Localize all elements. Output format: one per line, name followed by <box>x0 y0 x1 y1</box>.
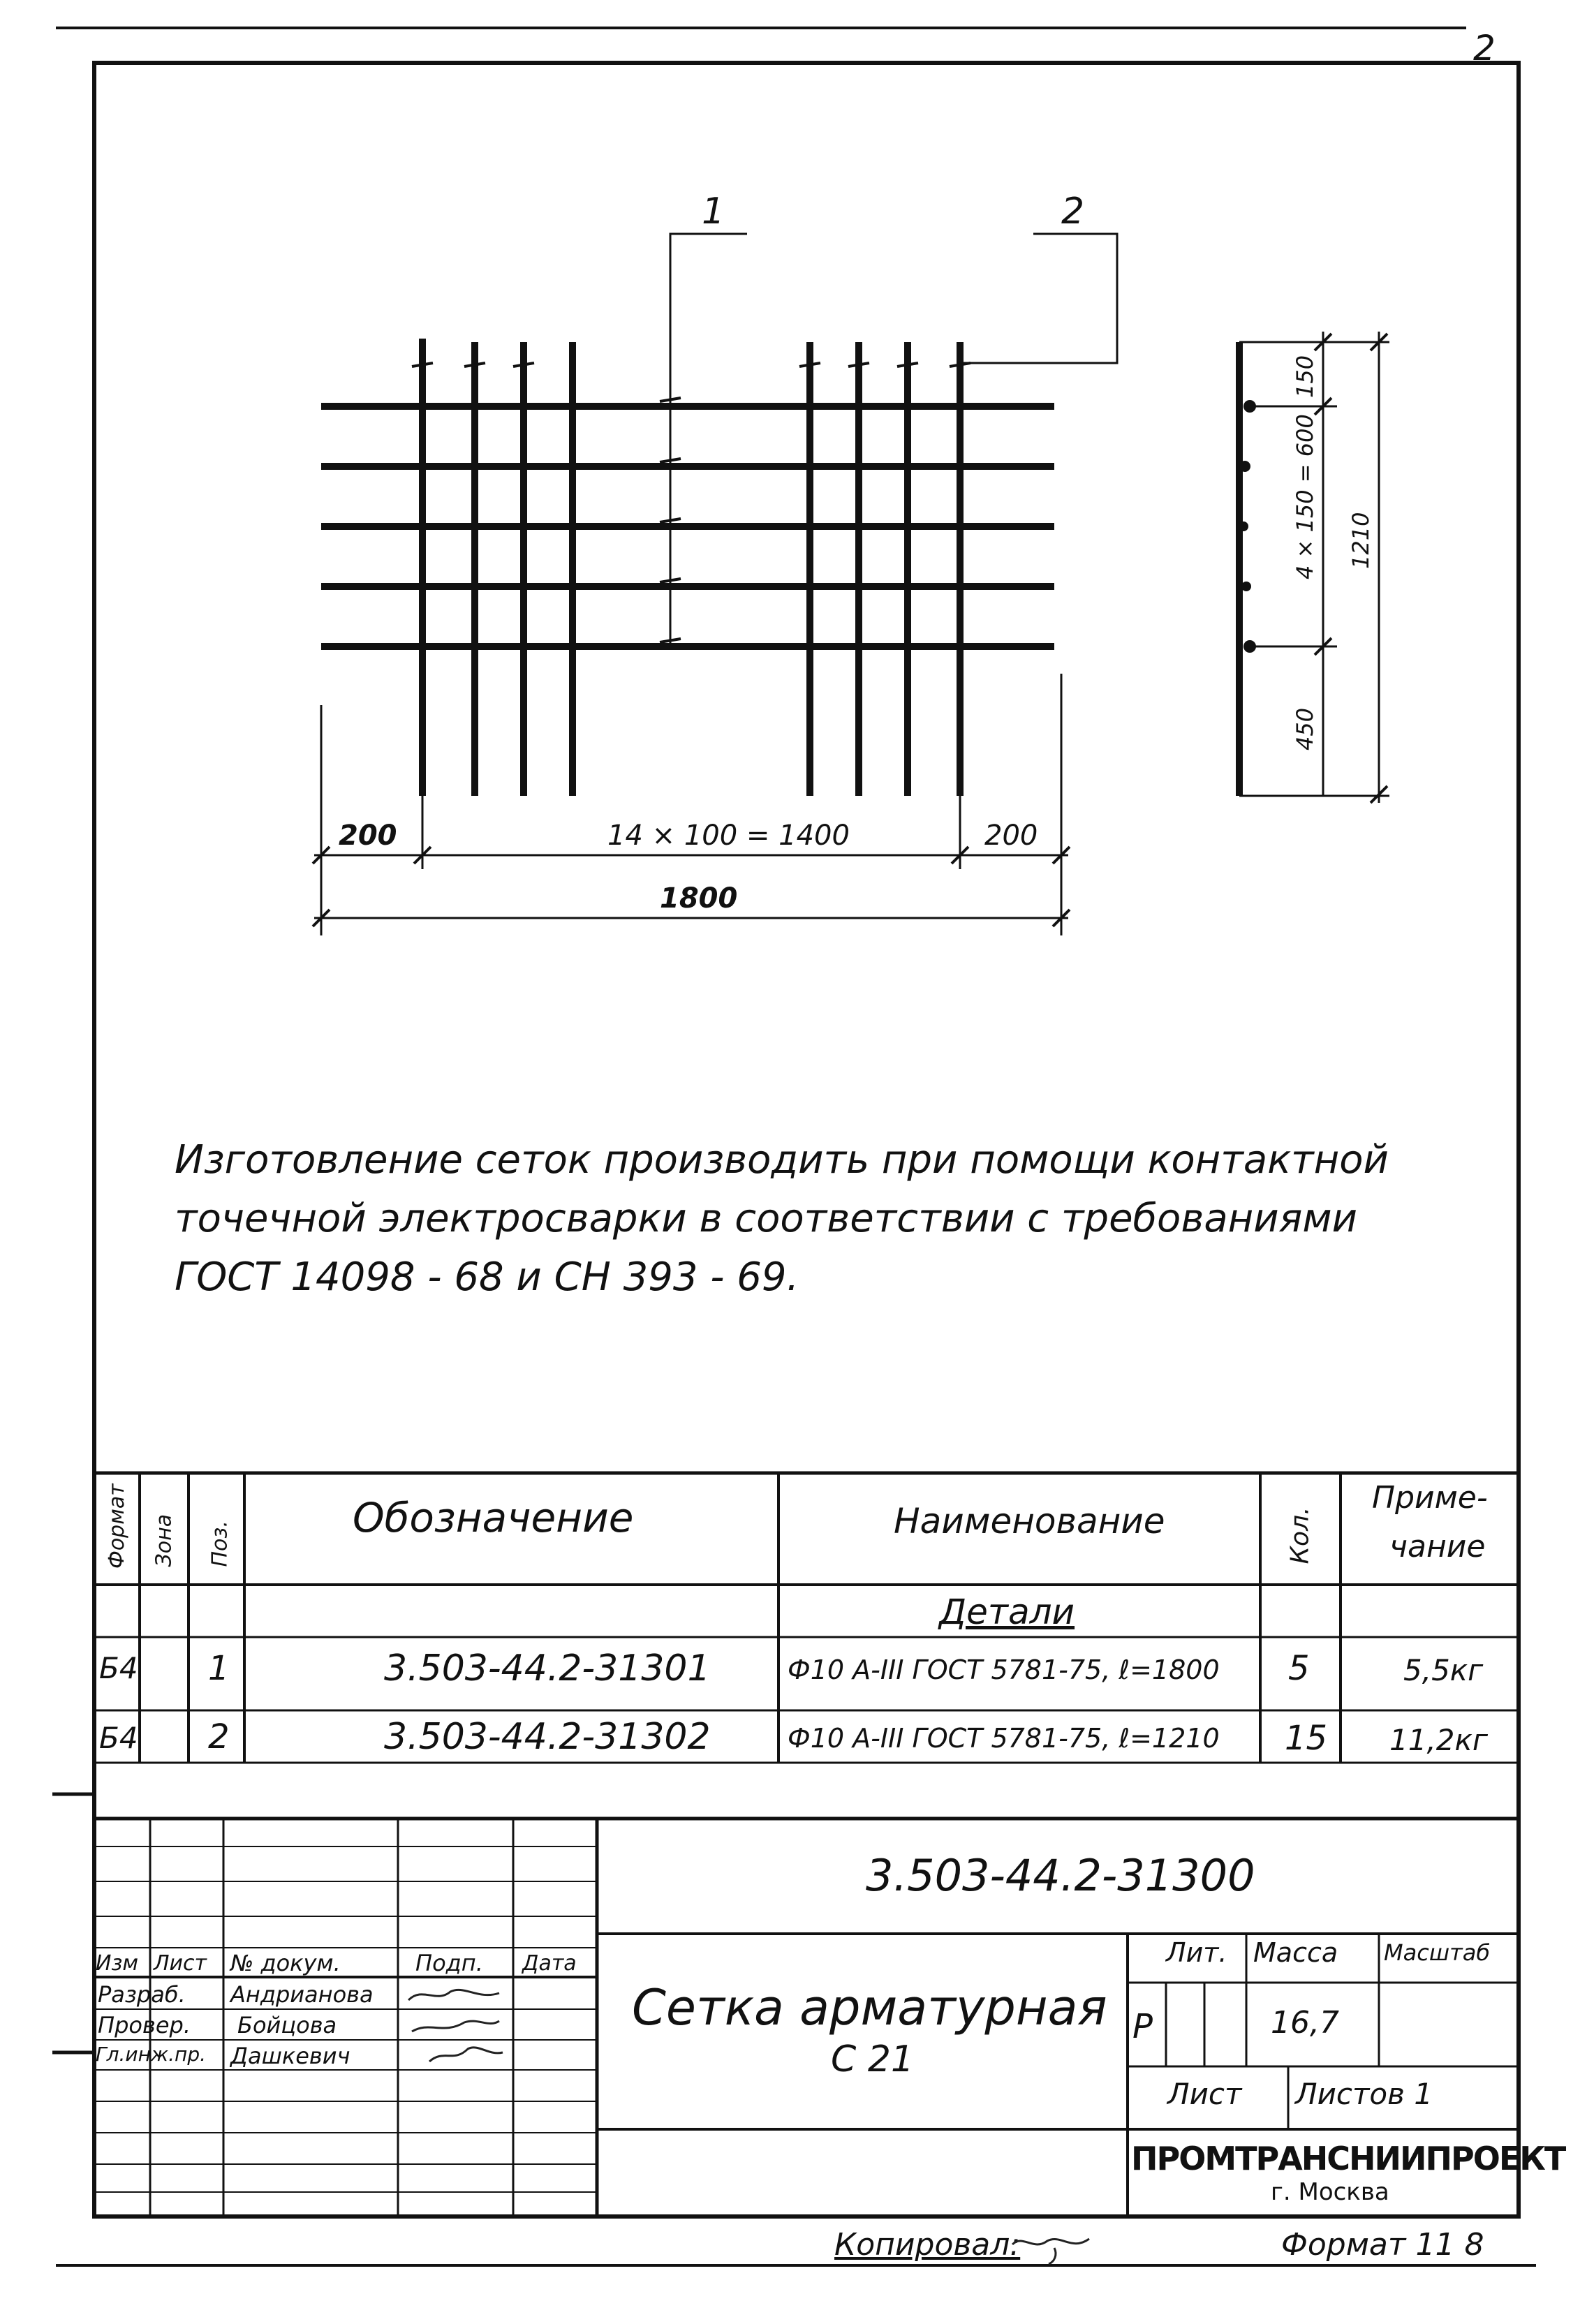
format-label: Формат 11 8 <box>1281 2227 1484 2263</box>
name-checker: Бойцова <box>237 2012 337 2038</box>
row-2-qty: 15 <box>1285 1719 1328 1758</box>
note-line-3: ГОСТ 14098 - 68 и СН 393 - 69. <box>175 1254 799 1300</box>
dim-bottom: 450 <box>1292 707 1318 750</box>
dim-right: 200 <box>984 820 1038 852</box>
header-note-2: чание <box>1389 1529 1486 1564</box>
dim-top: 150 <box>1292 355 1318 398</box>
organization-city: г. Москва <box>1271 2178 1389 2206</box>
row-2-name: Ф10 А-III ГОСТ 5781-75, ℓ=1210 <box>788 1723 1220 1754</box>
row-1-pos: 1 <box>208 1649 230 1688</box>
dim-pitch: 4 × 150 = 600 <box>1292 414 1318 579</box>
callout-2: 2 <box>1061 191 1085 232</box>
copied-by-label: Копировал: <box>834 2227 1021 2263</box>
name-developer: Андрианова <box>230 1981 374 2008</box>
copier-signature <box>1005 2223 1110 2265</box>
drawing-title-line-2: С 21 <box>831 2038 915 2080</box>
callout-1: 1 <box>702 191 725 232</box>
sheet-label: Лист <box>1167 2077 1242 2111</box>
dim-height: 1210 <box>1348 512 1374 569</box>
row-1-designation: 3.503-44.2-31301 <box>384 1648 711 1689</box>
role-chief-engineer: Гл.инж.пр. <box>96 2043 207 2066</box>
dim-middle: 14 × 100 = 1400 <box>607 820 850 852</box>
name-chief-engineer: Дашкевич <box>230 2043 350 2069</box>
row-2-pos: 2 <box>208 1717 230 1756</box>
section-details: Детали <box>939 1592 1075 1632</box>
lit-label: Лит. <box>1166 1937 1227 1968</box>
lit-value: Р <box>1132 2007 1153 2046</box>
dim-left: 200 <box>339 820 397 852</box>
row-1-note: 5,5кг <box>1403 1653 1484 1687</box>
col-sign: Подп. <box>415 1950 483 1976</box>
col-izm: Изм <box>96 1951 139 1976</box>
header-pos: Поз. <box>207 1520 232 1567</box>
mass-value: 16,7 <box>1271 2005 1339 2041</box>
row-2-note: 11,2кг <box>1389 1723 1488 1757</box>
col-doc: № докум. <box>230 1950 341 1976</box>
document-code: 3.503-44.2-31300 <box>866 1850 1255 1901</box>
header-designation: Обозначение <box>353 1494 634 1541</box>
organization-name: ПРОМТРАНСНИИПРОЕКТ <box>1131 2140 1565 2177</box>
row-1-qty: 5 <box>1288 1649 1310 1688</box>
col-list: Лист <box>154 1951 207 1976</box>
row-1-format: Б4 <box>99 1651 138 1685</box>
sheet-number: 2 <box>1473 28 1496 68</box>
signatures <box>401 1979 513 2070</box>
drawing-title-line-1: Сетка арматурная <box>632 1979 1107 2036</box>
manufacturing-note <box>175 1131 1501 1307</box>
col-date: Дата <box>522 1951 577 1976</box>
row-1-name: Ф10 А-III ГОСТ 5781-75, ℓ=1800 <box>788 1655 1220 1685</box>
header-zone: Зона <box>152 1513 177 1567</box>
role-checker: Провер. <box>98 2012 191 2038</box>
sheets-label: Листов 1 <box>1295 2077 1433 2111</box>
dim-total: 1800 <box>660 882 738 915</box>
note-line-1: Изготовление сеток производить при помощи контактной <box>175 1137 1389 1183</box>
row-2-designation: 3.503-44.2-31302 <box>384 1716 711 1758</box>
note-line-2: точечной электросварки в соответствии с требованиями <box>175 1196 1357 1241</box>
header-note-1: Приме- <box>1372 1480 1488 1516</box>
role-developer: Разраб. <box>98 1981 186 2008</box>
mass-label: Масса <box>1253 1937 1338 1968</box>
header-format: Формат <box>105 1483 129 1569</box>
header-qty: Кол. <box>1285 1507 1315 1564</box>
header-name: Наименование <box>894 1501 1165 1541</box>
scale-label: Масштаб <box>1384 1939 1491 1966</box>
row-2-format: Б4 <box>99 1721 138 1755</box>
